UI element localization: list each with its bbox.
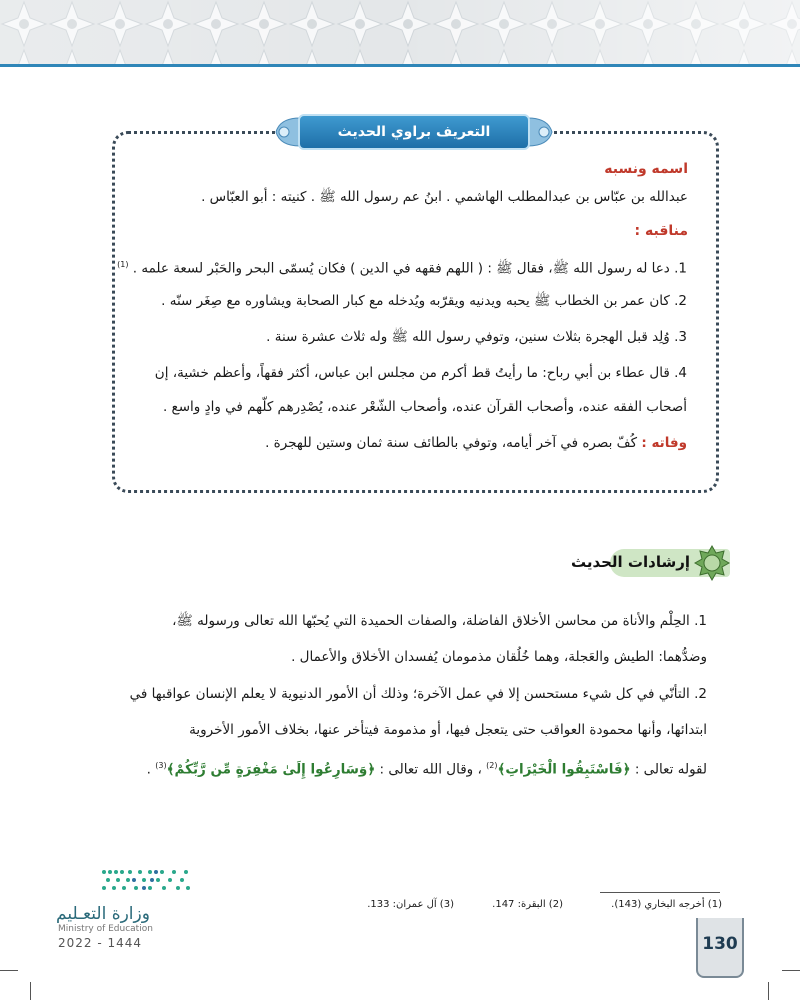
ministry-logo-icon <box>100 866 192 896</box>
virtue-text: كان عمر بن الخطاب ﷺ يحبه ويدنيه ويقرّبه ويُدخله مع كبار الصحابة ويشاوره مع صِغَر سنّه . <box>161 293 670 309</box>
guidance-item-1-line-2: وضدُّهما: الطيش والعَجلة، وهما خُلُقان مذمومان يُفسدان الأخلاق والأعمال . <box>291 649 707 665</box>
ministry-name-english: Ministry of Education <box>58 924 153 934</box>
virtue-number: 4. <box>674 365 687 381</box>
quran-verse-2: ﴿وَسَارِعُوا إِلَىٰ مَغْفِرَةٍ مِّن رَّبِّكُمْ﴾ <box>166 761 376 778</box>
edition-year: 2022 - 1444 <box>58 936 143 950</box>
name-text: عبدالله بن عبّاس بن عبدالمطلب الهاشمي . ابنُ عم رسول الله ﷺ . كنيته : أبو العبّاس . <box>201 189 688 205</box>
footnote-ref: (2) <box>486 761 498 770</box>
virtue-text: قال عطاء بن أبي رباح: ما رأيتُ قط أكرم من مجلس ابن عباس، أكثر فقهاً، وأعظم خشية، إن <box>154 365 670 381</box>
info-box-title: التعريف براوي الحديث <box>298 114 530 150</box>
virtue-text: وُلِد قبل الهجرة بثلاث سنين، وتوفي رسول الله ﷺ وله ثلاث عشرة سنة . <box>266 329 670 345</box>
virtue-number: 2. <box>674 293 687 309</box>
crop-mark <box>768 982 769 1000</box>
header-pattern-band <box>0 0 800 64</box>
guidance-section-heading <box>570 545 730 583</box>
guidance-item-1-line-1 <box>172 611 707 631</box>
guidance-item-2-line-3 <box>147 756 707 780</box>
verse-connector: ، وقال الله تعالى : <box>379 761 482 778</box>
right-ornament-icon <box>528 114 558 150</box>
guidance-item-2-line-1 <box>130 684 707 704</box>
star-badge-icon <box>694 545 730 581</box>
virtue-text: دعا له رسول الله ﷺ، فقال ﷺ : ( اللهم فقهه في الدين ) فكان يُسمّى البحر والحَبْر لسعة علمه . <box>132 260 670 277</box>
guidance-number: 2. <box>694 686 707 702</box>
death-text: كُفّ بصره في آخر أيامه، وتوفي بالطائف سنة ثمان وستين للهجرة . <box>265 435 638 451</box>
death-heading: وفاته : <box>641 435 687 451</box>
virtues-heading: مناقبه : <box>634 223 688 239</box>
virtue-number: 1. <box>674 260 687 277</box>
ministry-name-arabic: وزارة التعـليم <box>56 904 150 924</box>
footnote-1: (1) أخرجه البخاري (143). <box>611 899 722 910</box>
guidance-text: الحِلْم والأناة من محاسن الأخلاق الفاضلة، والصفات الحميدة التي يُحبّها الله تعالى ورسوله ﷺ، <box>172 613 690 629</box>
left-ornament-icon <box>270 114 300 150</box>
footnote-divider <box>600 892 720 893</box>
name-heading: اسمه ونسبه <box>604 161 688 177</box>
virtue-item-1 <box>117 255 687 279</box>
footnote-2: (2) البقرة: 147. <box>492 899 563 910</box>
virtue-item-4 <box>155 363 687 383</box>
footnote-3: (3) آل عمران: 133. <box>367 899 454 910</box>
guidance-text: التأنّي في كل شيء مستحسن إلا في عمل الآخرة؛ وذلك أن الأمور الدنيوية لا يعلم الإنسان عواقبها في <box>129 686 690 702</box>
crop-mark <box>782 970 800 971</box>
guidance-heading: إرشادات الحديث <box>570 553 690 571</box>
quran-verse-1: ﴿فَاسْتَبِقُوا الْخَيْرَاتِ﴾ <box>497 761 631 778</box>
guidance-item-2-line-2: ابتدائها، وأنها محمودة العواقب حتى يتعجل فيها، أو مذمومة فيتأخر عنها، بخلاف الأمور الأخروية <box>189 722 707 738</box>
virtue-item-2 <box>161 291 687 311</box>
virtue-item-4-continued: أصحاب الفقه عنده، وأصحاب القرآن عنده، وأصحاب الشّعْر عنده، يُصْدِرهم كلّهم في وادٍ واسع . <box>162 399 687 415</box>
guidance-number: 1. <box>694 613 707 629</box>
geometric-pattern <box>0 0 800 64</box>
crop-mark <box>30 982 31 1000</box>
virtue-number: 3. <box>674 329 687 345</box>
footnote-ref: (1) <box>117 260 129 269</box>
crop-mark <box>0 970 18 971</box>
virtue-item-3 <box>266 327 687 347</box>
verse-intro: لقوله تعالى : <box>634 761 707 778</box>
sentence-end: . <box>146 761 151 778</box>
header-divider-line <box>0 64 800 67</box>
page-number: 130 <box>702 934 738 954</box>
death-line <box>265 433 687 453</box>
footnote-ref: (3) <box>155 761 167 770</box>
page-number-tab <box>696 918 744 978</box>
